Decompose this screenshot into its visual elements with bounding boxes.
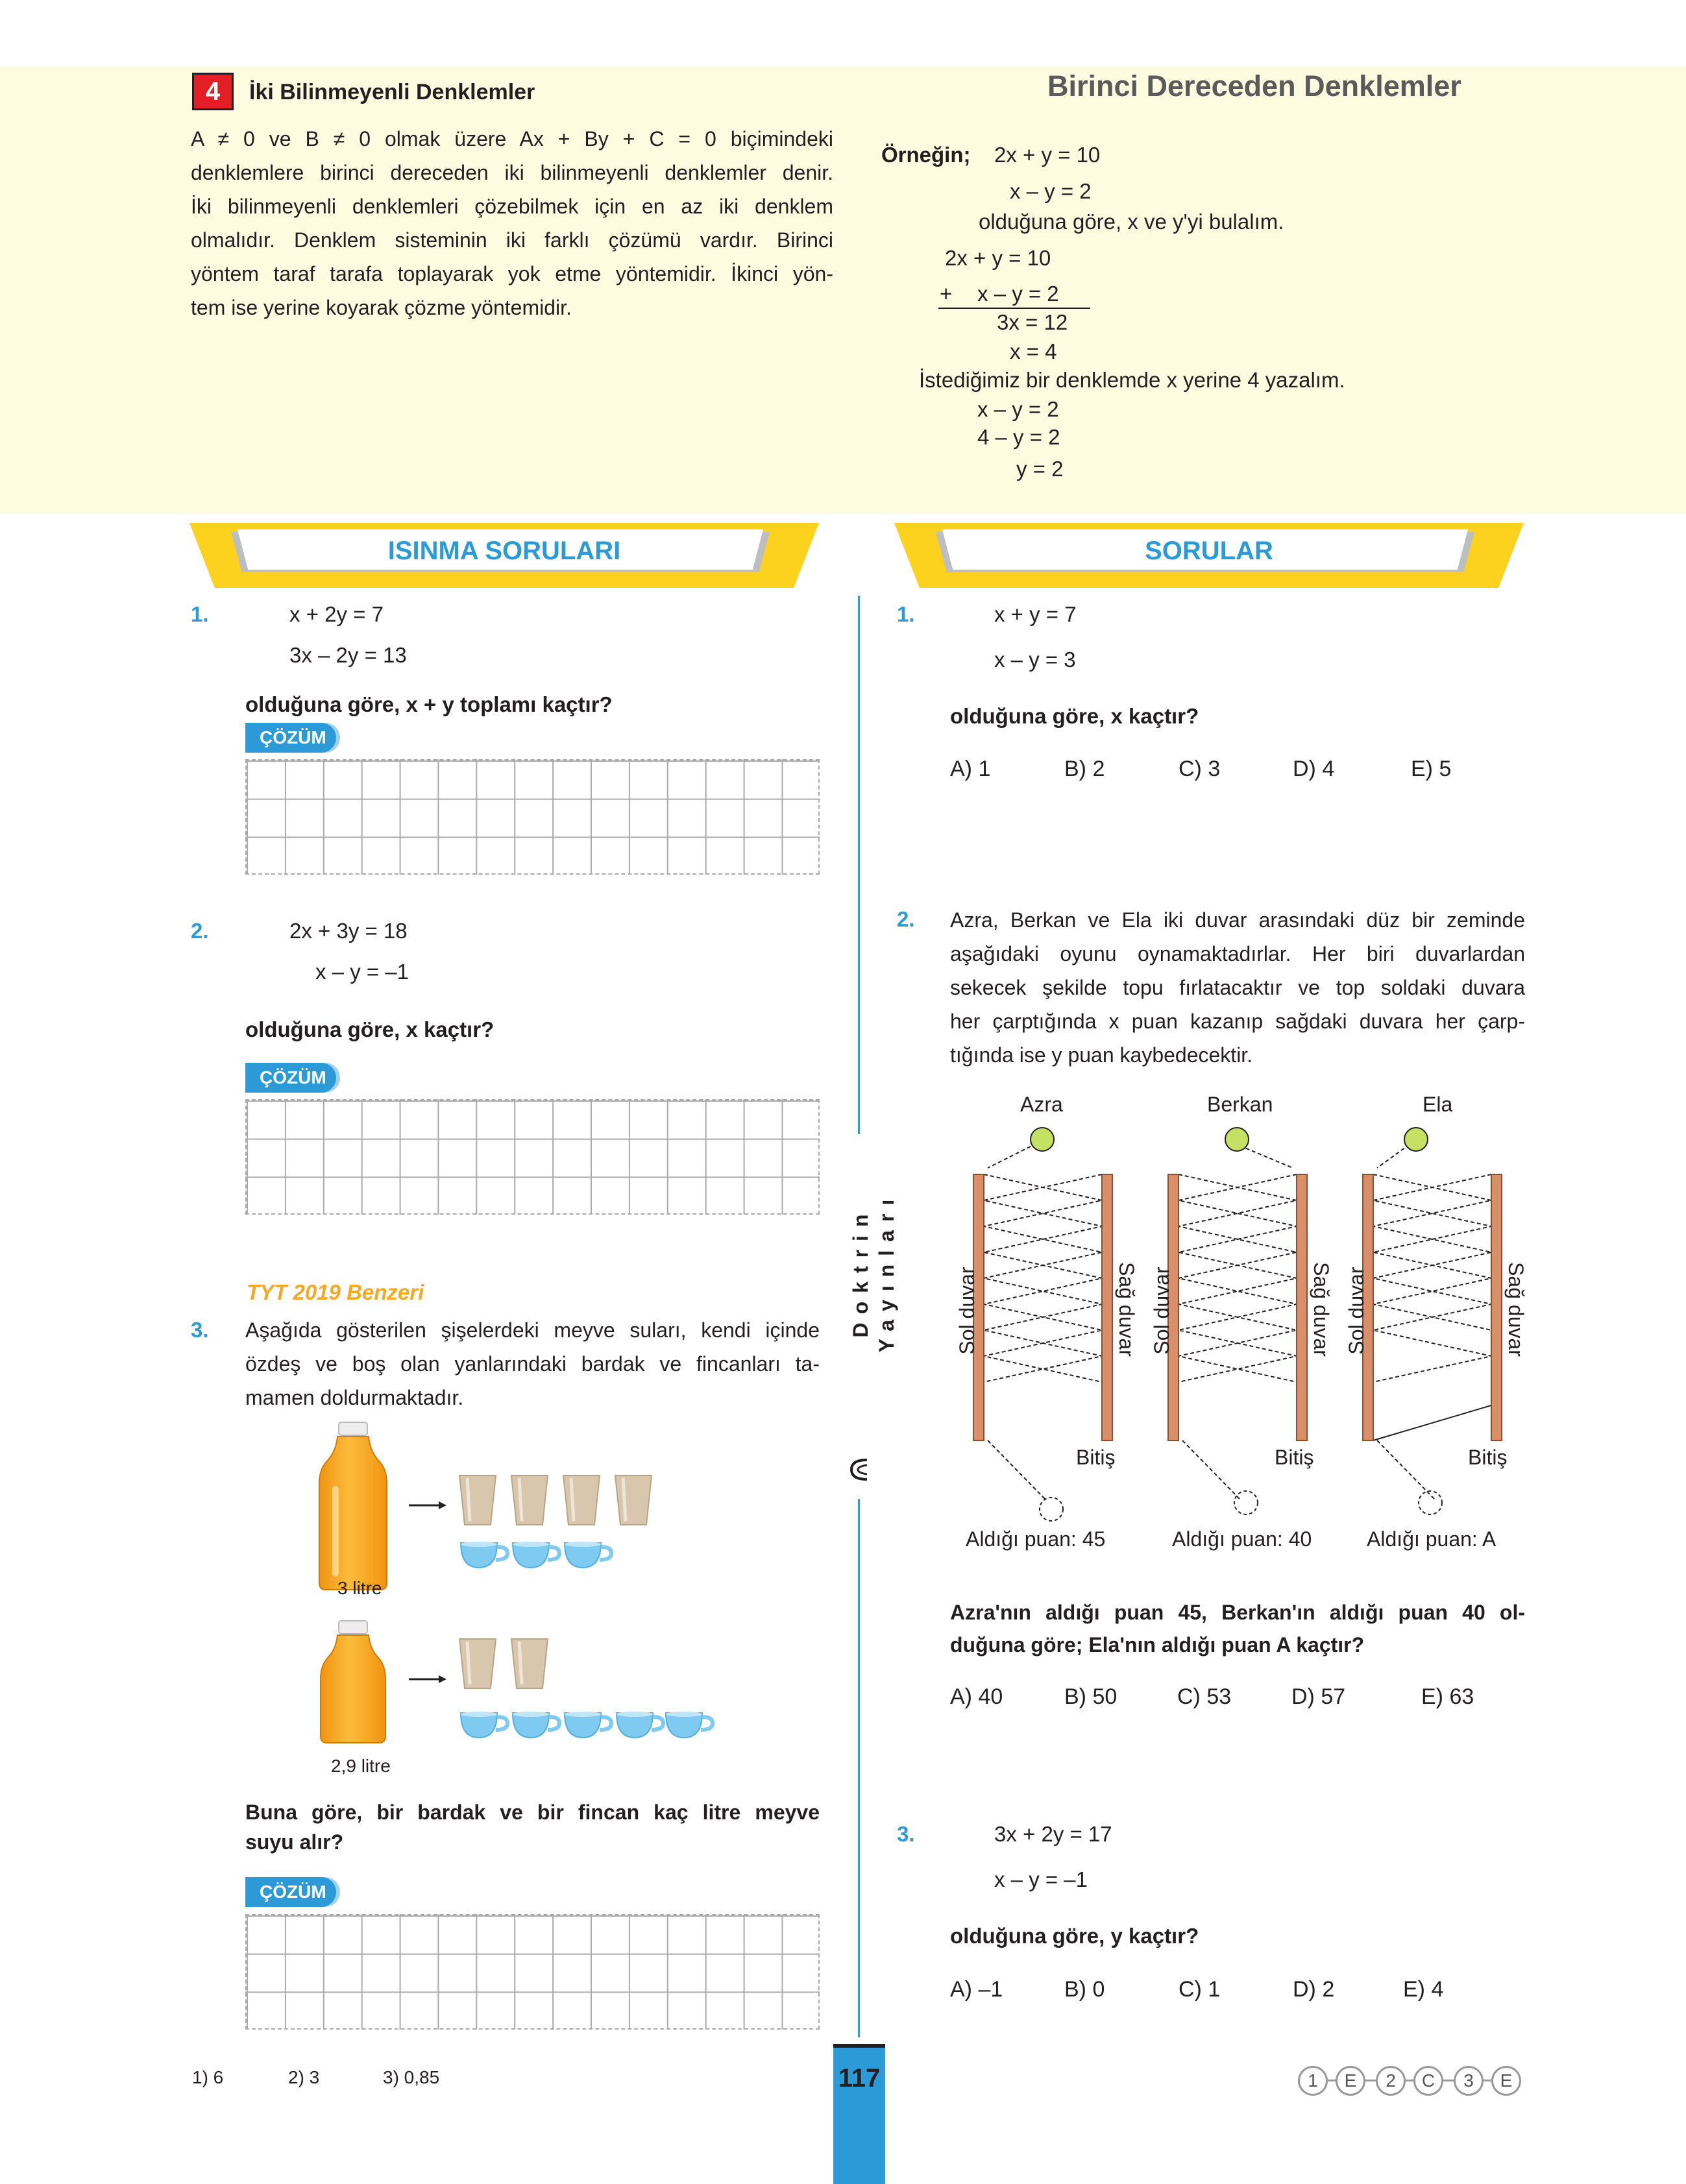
equation: 2x + 3y = 18 — [289, 919, 408, 943]
intro-line: olmalıdır. Denklem sisteminin iki farklı çözümü vardır. Birinci — [191, 228, 833, 252]
answer-key-number: 3 — [1454, 2066, 1484, 2096]
left-wall-label: Sol duvar — [1150, 1267, 1173, 1355]
question-line: duğuna göre; Ela'nın aldığı puan A kaçtır? — [950, 1633, 1365, 1656]
answer-option[interactable]: C) 3 — [1179, 757, 1221, 781]
solution-grid[interactable] — [245, 1914, 820, 2030]
answer-key-line — [1301, 2080, 1521, 2081]
answer-option[interactable]: B) 50 — [1064, 1684, 1118, 1709]
publisher-name: Doktrin Yayınları — [849, 1191, 898, 1353]
equation: x + 2y = 7 — [289, 602, 384, 626]
question-line: aşağıdaki oyunu oynamaktadırlar. Her biri duvarlardan — [950, 942, 1525, 965]
footer-answer: 2) 3 — [288, 2067, 320, 2087]
warmup-banner — [189, 523, 819, 588]
question-text: olduğuna göre, x kaçtır? — [245, 1017, 495, 1041]
footer-answer: 3) 0,85 — [383, 2067, 440, 2087]
answer-option[interactable]: C) 1 — [1179, 1977, 1221, 2002]
chapter-title: Birinci Dereceden Denklemler — [1047, 69, 1461, 103]
equation: x – y = –1 — [315, 960, 409, 984]
arrow-icon — [409, 1501, 446, 1509]
question-tag: TYT 2019 Benzeri — [247, 1280, 424, 1304]
ball-outline-icon — [1040, 1491, 1442, 1521]
question-line: özdeş ve boş olan yanlarındaki bardak ve fincanları ta- — [245, 1352, 820, 1376]
question-line: Azra'nın aldığı puan 45, Berkan'ın aldığı puan 40 ol- — [950, 1601, 1525, 1624]
answer-option[interactable]: E) 63 — [1421, 1684, 1474, 1709]
equation: x – y = 3 — [994, 648, 1076, 672]
glass-icon — [459, 1639, 548, 1688]
arrow-icon — [409, 1675, 446, 1683]
bottle-icon — [321, 1621, 385, 1743]
intro-paragraph — [191, 122, 833, 324]
answer-option[interactable]: D) 2 — [1293, 1977, 1335, 2002]
example-eq2: x – y = 2 — [1010, 179, 1092, 203]
cup-icon — [461, 1542, 611, 1568]
right-wall-label: Sağ duvar — [1504, 1262, 1528, 1357]
answer-option[interactable]: D) 57 — [1291, 1684, 1346, 1709]
player-name: Ela — [1423, 1093, 1453, 1116]
question-number: 1. — [191, 602, 209, 626]
footer-answer: 1) 6 — [192, 2067, 224, 2087]
example-step: İstediğimiz bir denklemde x yerine 4 yazalım. — [919, 368, 1345, 392]
question-line: tığında ise y puan kaybedecektir. — [950, 1043, 1253, 1067]
answer-option[interactable]: D) 4 — [1293, 757, 1335, 781]
equation: 3x + 2y = 17 — [994, 1822, 1112, 1846]
player-name: Azra — [1020, 1093, 1063, 1116]
sum-line — [938, 308, 1090, 309]
question-line: Azra, Berkan ve Ela iki duvar arasındaki düz bir zeminde — [950, 908, 1525, 932]
question-text — [950, 1596, 1525, 1661]
bottle-label: 2,9 litre — [331, 1756, 391, 1776]
intro-line: A ≠ 0 ve B ≠ 0 olmak üzere Ax + By + C = 0 biçimindeki — [191, 127, 833, 151]
solution-grid[interactable] — [245, 1099, 820, 1215]
questions-banner-title: SORULAR — [1145, 537, 1273, 565]
example-step: 3x = 12 — [997, 310, 1068, 334]
page-number: 117 — [838, 2064, 881, 2093]
example-step: x = 4 — [1010, 339, 1057, 363]
intro-line: tem ise yerine koyarak çözme yöntemidir. — [191, 296, 572, 319]
left-wall-label: Sol duvar — [1345, 1267, 1368, 1355]
question-number: 2. — [897, 907, 915, 931]
right-wall-label: Sağ duvar — [1115, 1262, 1138, 1357]
question-text: olduğuna göre, x + y toplamı kaçtır? — [245, 692, 613, 716]
question-number: 3. — [897, 1822, 915, 1846]
example-ask: olduğuna göre, x ve y'yi bulalım. — [979, 210, 1284, 234]
section-title: İki Bilinmeyenli Denklemler — [249, 80, 535, 104]
answer-option[interactable]: E) 5 — [1411, 757, 1452, 781]
answer-key-letter: E — [1336, 2066, 1365, 2096]
finish-label: Bitiş — [1468, 1446, 1508, 1469]
question-number: 3. — [191, 1318, 209, 1342]
bottle-icon — [319, 1422, 387, 1590]
juice-illustration — [318, 1421, 720, 1784]
glass-icon — [459, 1475, 652, 1525]
right-wall-label: Sağ duvar — [1310, 1262, 1333, 1357]
solution-tab[interactable]: ÇÖZÜM — [245, 723, 336, 753]
question-paragraph — [950, 903, 1525, 1072]
answer-key-letter: E — [1491, 2066, 1521, 2096]
solution-tab[interactable]: ÇÖZÜM — [245, 1877, 336, 1907]
example-label: Örneğin; — [881, 143, 971, 167]
question-text — [245, 1797, 820, 1857]
answer-option[interactable]: E) 4 — [1403, 1977, 1444, 2002]
question-line: suyu alır? — [245, 1830, 344, 1854]
player-name: Berkan — [1207, 1093, 1273, 1116]
answer-option[interactable]: B) 0 — [1064, 1977, 1105, 2002]
equation: x + y = 7 — [994, 602, 1077, 626]
warmup-banner-title: ISINMA SORULARI — [387, 537, 621, 565]
question-line: sekecek şekilde topu fırlatacaktır ve top soldaki duvara — [950, 976, 1525, 999]
publisher-logo-icon — [846, 1453, 872, 1486]
example-step: 2x + y = 10 — [945, 246, 1051, 270]
finish-label: Bitiş — [1076, 1446, 1116, 1469]
ball-icon — [1031, 1128, 1428, 1151]
score-label: Aldığı puan: 45 — [966, 1527, 1106, 1551]
question-line: Buna göre, bir bardak ve bir fincan kaç litre meyve — [245, 1801, 820, 1824]
column-divider — [858, 1499, 860, 2037]
questions-banner — [894, 523, 1524, 588]
answer-key-number: 1 — [1298, 2066, 1328, 2096]
answer-option[interactable]: B) 2 — [1064, 757, 1105, 781]
question-line: Aşağıda gösterilen şişelerdeki meyve suları, kendi içinde — [245, 1318, 820, 1342]
example-step: x – y = 2 — [977, 282, 1059, 306]
example-eq1: 2x + y = 10 — [994, 143, 1101, 167]
page-number-rule — [833, 2044, 885, 2048]
intro-line: denklemlere birinci dereceden iki bilinmeyenli denklemler denir. — [191, 161, 833, 184]
column-divider — [858, 596, 860, 1134]
intro-line: İki bilinmeyenli denklemleri çözebilmek için en az iki denklem — [191, 195, 833, 218]
question-line: mamen doldurmaktadır. — [245, 1386, 464, 1409]
example-step: 4 – y = 2 — [977, 425, 1060, 449]
score-label: Aldığı puan: 40 — [1172, 1527, 1312, 1551]
bottle-label: 3 litre — [337, 1578, 382, 1598]
section-number-badge: 4 — [192, 73, 234, 110]
cup-icon — [461, 1712, 713, 1738]
equation: x – y = –1 — [994, 1867, 1088, 1891]
finish-label: Bitiş — [1275, 1446, 1314, 1469]
equation: 3x – 2y = 13 — [289, 643, 407, 667]
answer-key-letter: C — [1413, 2066, 1443, 2096]
question-paragraph — [245, 1313, 820, 1414]
score-label: Aldığı puan: A — [1367, 1527, 1497, 1551]
question-number: 1. — [897, 602, 915, 626]
wall-game-diagram — [935, 1116, 1532, 1531]
answer-option[interactable]: A) –1 — [950, 1977, 1003, 2002]
example-plus: + — [940, 282, 953, 306]
example-step: x – y = 2 — [977, 397, 1059, 421]
answer-option[interactable]: A) 40 — [950, 1684, 1003, 1709]
answer-option[interactable]: A) 1 — [950, 757, 991, 781]
question-text: olduğuna göre, x kaçtır? — [950, 704, 1199, 728]
question-text: olduğuna göre, y kaçtır? — [950, 1924, 1199, 1948]
question-number: 2. — [191, 919, 209, 943]
left-wall-label: Sol duvar — [955, 1267, 979, 1355]
example-step: y = 2 — [1016, 457, 1064, 481]
intro-line: yöntem taraf tarafa toplayarak yok etme yöntemidir. İkinci yön- — [191, 262, 833, 285]
question-line: her çarptığında x puan kazanıp sağdaki duvara her çarp- — [950, 1010, 1525, 1033]
solution-grid[interactable] — [245, 759, 820, 875]
answer-option[interactable]: C) 53 — [1177, 1684, 1232, 1709]
solution-tab[interactable]: ÇÖZÜM — [245, 1063, 336, 1093]
answer-key-number: 2 — [1376, 2066, 1406, 2096]
